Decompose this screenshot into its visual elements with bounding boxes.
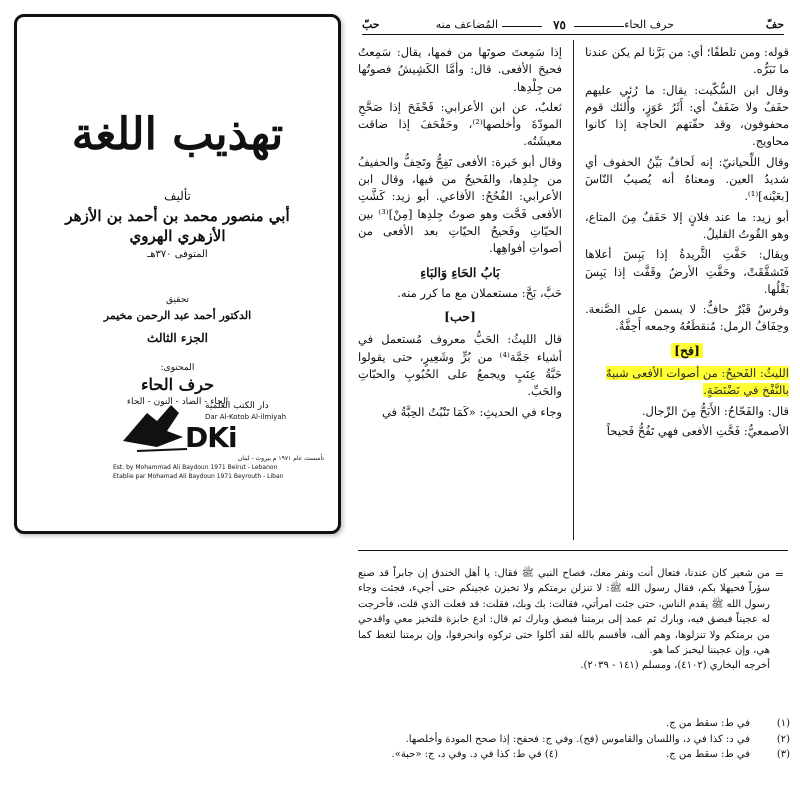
cover-letter-section: حرف الحاء [141, 375, 214, 394]
running-head [362, 12, 784, 35]
column-divider [573, 40, 574, 540]
running-head-rule [574, 26, 624, 27]
footnote-list [358, 716, 790, 763]
paragraph: وفرسٌ قَبْرٌ حافٌّ: لا يسمن على الصَّنعة. وحِفَافُ الرمل: مُنقطَعُهُ وجمعه أَحِفَّةٌ. [585, 302, 789, 334]
highlight-line: الليثُ: الفَحيحُ: من أصوات الأفعى شبيهٌ [605, 366, 789, 381]
running-head-root-left: حبّ [362, 18, 380, 31]
entry-heading-fahh: [فح] [585, 342, 789, 359]
publisher-logo-text: DKi [185, 421, 237, 454]
highlight-line: بالنَّفْخ في نَضْنَضَةٍ. [703, 383, 789, 398]
publisher-founded-fr: Etablie par Mohamad Ali Baydoun 1971 Beyrouth - Liban [113, 473, 284, 480]
paragraph: وقال اللِّحيانيّ: إنه لَحافٌ بَيِّنُ الحفوف أي شديدُ العين. ومعناهُ أنه يُصيبُ النّاسَ [بعَيْنه]⁽¹⁾. [585, 154, 789, 204]
paragraph: ثعلبٌ، عن ابن الأعرابي: فَحْفَحَ إذا صَحَّحِ المودّةَ وأخلصها⁽²⁾، وحَفْحَفَ إذا ضاقت معيشَتُه. [358, 99, 562, 149]
cover-letter-range: الحاء - الضاد - النون - الحاء [126, 397, 229, 407]
footnote-number: (١) [776, 718, 790, 729]
cover-contents-label: المحتوى: [160, 363, 195, 373]
cover-edited-by: تحقيق [165, 295, 190, 305]
book-cover [14, 14, 341, 534]
paragraph: قال: والفَحّاحُ: الأَبَحُّ مِنَ الرِّجال. [641, 403, 789, 418]
cover-authored-by: تأليف [164, 189, 191, 203]
running-head-letter: حرف الحاء [624, 18, 674, 31]
paragraph: قوله: ومن تلطفًا؛ أي: من بَرَّنا لم يكن عندنا ما نَبَرُّه. [585, 45, 789, 77]
footnote-block [358, 566, 770, 674]
paragraph: وجاء في الحديثِ: «كَمَا تَنْبُتُ الحِبَّةُ في [381, 404, 562, 419]
paragraph: ويقال: حَفَّتِ الثَّريدةُ إذا يَبِسَ أعلاها فَتَشقَّقَتْ، وحَفَّتِ الأرضُ وقَفَّت إذا يَبِسَ بَقْلُها. [585, 247, 789, 296]
paragraph: حَبَّ، بَحَّ: مستعملان مع ما كرر منه. [397, 285, 562, 300]
running-head-root: حفّ [765, 18, 784, 31]
cover-editor: الدكتور أحمد عبد الرحمن مخيمر [103, 309, 252, 322]
paragraph: أبو زيد: ما عند فلانٍ إلا حَفَفٌ مِنَ المتاع، وهو القُوتُ القليلُ. [585, 209, 789, 241]
paragraph: الأصمعيُّ: فَحَّتِ الأفعى فهي تَفُحُّ فَحيحاً [606, 423, 789, 438]
footnote-body: في ط: سقط من ج. [666, 749, 750, 760]
left-column [358, 44, 562, 424]
cover-volume: الجزء الثالث [147, 331, 208, 345]
chapter-heading: بَابُ الحَاءِ وَالبَاءِ [420, 264, 500, 280]
footnote-body: (٤) في ط: كذا في د. وفي د، ج: «حبة». [391, 749, 558, 760]
footnote-continuation-mark: = [774, 568, 784, 581]
footnote-text: من شعير كان عندنا، فتعال أنت ونفر معك، فصاح النبي ﷺ فقال: يا أهل الخندق إن جابراً قد صنع سؤراً فحيهلا بكم، فقال رسول الله ﷺ: لا تنزلن برمتكم ولا تخبزن عجينكم حتى أجيء، فجئت وجاء رسول الله ﷺ يقدم الناس، حتى جئت امرأتي، فقالت: بك وبك، فقلت: قد فعلت الذي قلت، فأخرجت له عجيناً فبصق فيه، وبارك ثم عمد إلى برمتنا فبصق وبارك ثم قال: ادع خابزة فلتخبز معي واقدحي من برمتكم ولا تنزلوها، وهم ألف، فأقسم بالله لقد أكلوا حتى تركوه وانحرفوا، وإن برمتنا لتغط كما هي، وإن عجيننا ليخبز كما هو. [358, 568, 770, 657]
publisher-name-en: Dar Al-Kotob Al-ilmiyah [205, 413, 287, 421]
paragraph: وقال أبو خَيرة: الأفعى تَفِحُّ وتَحِفُّ والحفيفُ من جِلدِها، والفَحيحُ من فيها، وقال ابن الأعرابي: الفُحُحُ: الأفاعي. أبو زيد: كَشَّتِ الأفعى فَحَّت وهو صوتُ جِلدِها [مِنْ]⁽³⁾ بين الحيّاتِ وفَحيحُ الحيّاتِ بعد الأفعى من أصواتِ أفواهِها. [358, 154, 563, 256]
running-head-rule [502, 26, 542, 27]
footnote-item [358, 716, 790, 732]
footnote-item [358, 747, 790, 763]
page-number: ٧٥ [553, 18, 566, 32]
footnote-item [358, 732, 790, 748]
book-page [346, 0, 800, 800]
right-column [585, 44, 789, 443]
footnote-number: (٣) [776, 749, 790, 760]
paragraph: إذا سَمِعتَ صوتَها من فمها، يقال: سَمِعتُ فحيحَ الأفعى. قال: وأمَّا الكَشِيشُ فصوتُها من جِلْدِها. [358, 45, 562, 94]
paragraph: وقال ابن السُّكّيت: يقال: ما رُئي عليهم حفَفٌ ولا ضَفَفٌ أي: أَثَرُ عَوَزٍ، وأُلئك قوم محفوفون، وقد حفّتهم الحاجة إذا كانوا محاويج. [585, 82, 789, 149]
footnote-body: في ط: سقط من ج. [666, 718, 750, 729]
paragraph: قال الليثُ: الحَبُّ معروف مُستعمل في أشياء جَمَّة⁽⁴⁾ من بُرٍّ وشَعِيرٍ، حتى يقولوا حَبَّةُ عِنَبٍ ويجمعُ على الحُبُوبِ والحبّاتِ والحَبِّ. [358, 332, 562, 399]
publisher-founded-en: Est. by Mohammad Ali Baydoun 1971 Beirut - Lebanon [113, 464, 278, 471]
footnote-number: (٢) [776, 733, 790, 745]
highlighted-passage [585, 365, 789, 400]
cover-death-date: المتوفى ٣٧٠هـ [147, 249, 208, 260]
running-head-section: المُضاعف منه [435, 18, 498, 31]
entry-heading-habb: [حب] [444, 309, 476, 325]
footnote-separator [358, 550, 788, 551]
cover-title: تهذيب اللغة [71, 109, 284, 160]
publisher-name-ar: دار الكتب العلمية [205, 401, 269, 411]
publisher-founded-ar: تأسست عام ١٩٧١ م بيروت - لبنان [237, 455, 324, 462]
cover-author: أبي منصور محمد بن أحمد بن الأزهر [65, 207, 290, 225]
footnote-body: في د: كذا في د، واللسان والقاموس (فح). وفي ج: فحفح: إذا صحح المودة وأخلصها. [405, 733, 750, 745]
cover-author-nisba: الأزهري الهروي [129, 227, 226, 245]
footnote-citation: أخرجه البخاري (٤١٠٢)، ومسلم (١٤١ - ٢٠٣٩). [580, 660, 770, 672]
